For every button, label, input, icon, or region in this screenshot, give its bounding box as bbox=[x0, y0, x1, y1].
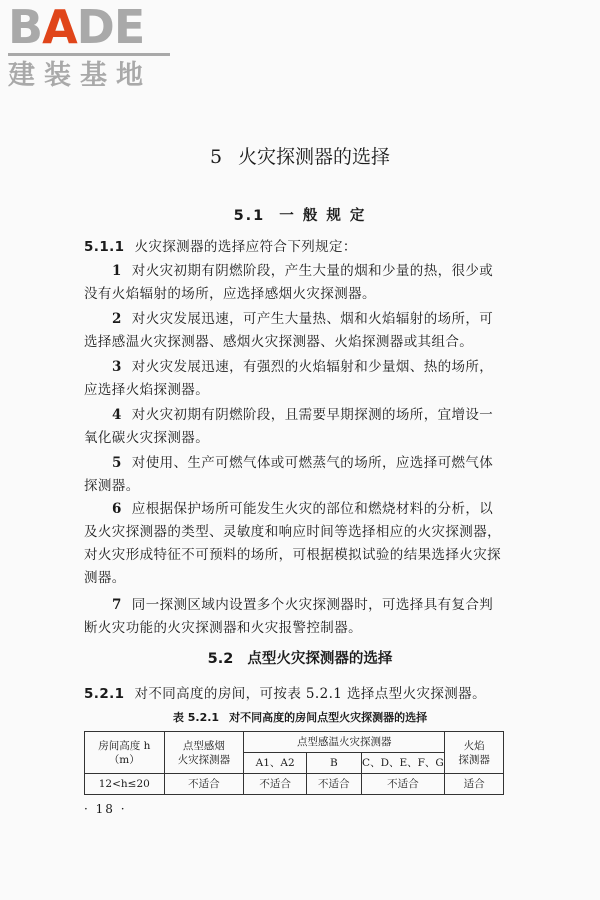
list-item: 3 对火灾发展迅速，有强烈的火焰辐射和少量烟、热的场所，应选择火焰探测器。 bbox=[84, 359, 494, 398]
logo-wordmark: BADE bbox=[8, 0, 145, 54]
clause-5-1-1: 5.1.1 火灾探测器的选择应符合下列规定： bbox=[84, 239, 357, 255]
cell-class-c-g: 不适合 bbox=[361, 774, 445, 795]
header-heat-detector: 点型感温火灾探测器 bbox=[244, 732, 445, 753]
logo-subtitle: 建装基地 bbox=[8, 60, 152, 91]
header-room-height: 房间高度 h （m） bbox=[85, 732, 165, 774]
cell-class-a: 不适合 bbox=[244, 774, 307, 795]
detector-selection-table bbox=[84, 731, 504, 795]
section-heading-5-2: 5.2 点型火灾探测器的选择 bbox=[207, 651, 393, 667]
page-number: · 18 · bbox=[84, 802, 127, 816]
table-row bbox=[85, 774, 504, 795]
header-class-b: B bbox=[307, 753, 361, 774]
logo bbox=[8, 2, 170, 92]
chapter-title bbox=[0, 143, 600, 171]
chapter-number: 5 bbox=[209, 146, 223, 168]
table-caption: 表 5.2.1 对不同高度的房间点型火灾探测器的选择 bbox=[172, 711, 428, 724]
cell-height: 12<h≤20 bbox=[85, 774, 165, 795]
list-item: 6 应根据保护场所可能发生火灾的部位和燃烧材料的分析，以及火灾探测器的类型、灵敏度和响应时间等选择相应的火灾探测器，对火灾形成特征不可预料的场所，可根据模拟试验的结果选择火灾探测器。 bbox=[84, 501, 501, 586]
list-item: 2 对火灾发展迅速，可产生大量热、烟和火焰辐射的场所，可选择感温火灾探测器、感烟火灾探测器、火焰探测器或其组合。 bbox=[84, 311, 494, 350]
header-smoke-detector: 点型感烟 火灾探测器 bbox=[164, 732, 244, 774]
cell-smoke: 不适合 bbox=[164, 774, 244, 795]
chapter-heading: 火灾探测器的选择 bbox=[238, 146, 391, 168]
list-item: 1 对火灾初期有阴燃阶段，产生大量的烟和少量的热，很少或没有火焰辐射的场所，应选择感烟火灾探测器。 bbox=[84, 263, 494, 302]
section-heading-5-1: 5.1 一 般 规 定 bbox=[233, 208, 367, 224]
cell-flame: 适合 bbox=[445, 774, 504, 795]
clause-5-2-1: 5.2.1 对不同高度的房间，可按表 5.2.1 选择点型火灾探测器。 bbox=[84, 686, 486, 702]
table-header-row bbox=[85, 732, 504, 753]
clause-number: 5.1.1 bbox=[84, 239, 125, 255]
header-class-c-g: C、D、E、F、G bbox=[361, 753, 445, 774]
list-item: 5 对使用、生产可燃气体或可燃蒸气的场所，应选择可燃气体探测器。 bbox=[84, 455, 494, 494]
cell-class-b: 不适合 bbox=[307, 774, 361, 795]
clause-number: 5.2.1 bbox=[84, 686, 125, 702]
list-item: 4 对火灾初期有阴燃阶段，且需要早期探测的场所，宜增设一氧化碳火灾探测器。 bbox=[84, 407, 494, 446]
header-class-a: A1、A2 bbox=[244, 753, 307, 774]
header-flame-detector: 火焰 探测器 bbox=[445, 732, 504, 774]
list-item: 7 同一探测区域内设置多个火灾探测器时，可选择具有复合判断火灾功能的火灾探测器和火灾报警控制器。 bbox=[84, 597, 494, 636]
